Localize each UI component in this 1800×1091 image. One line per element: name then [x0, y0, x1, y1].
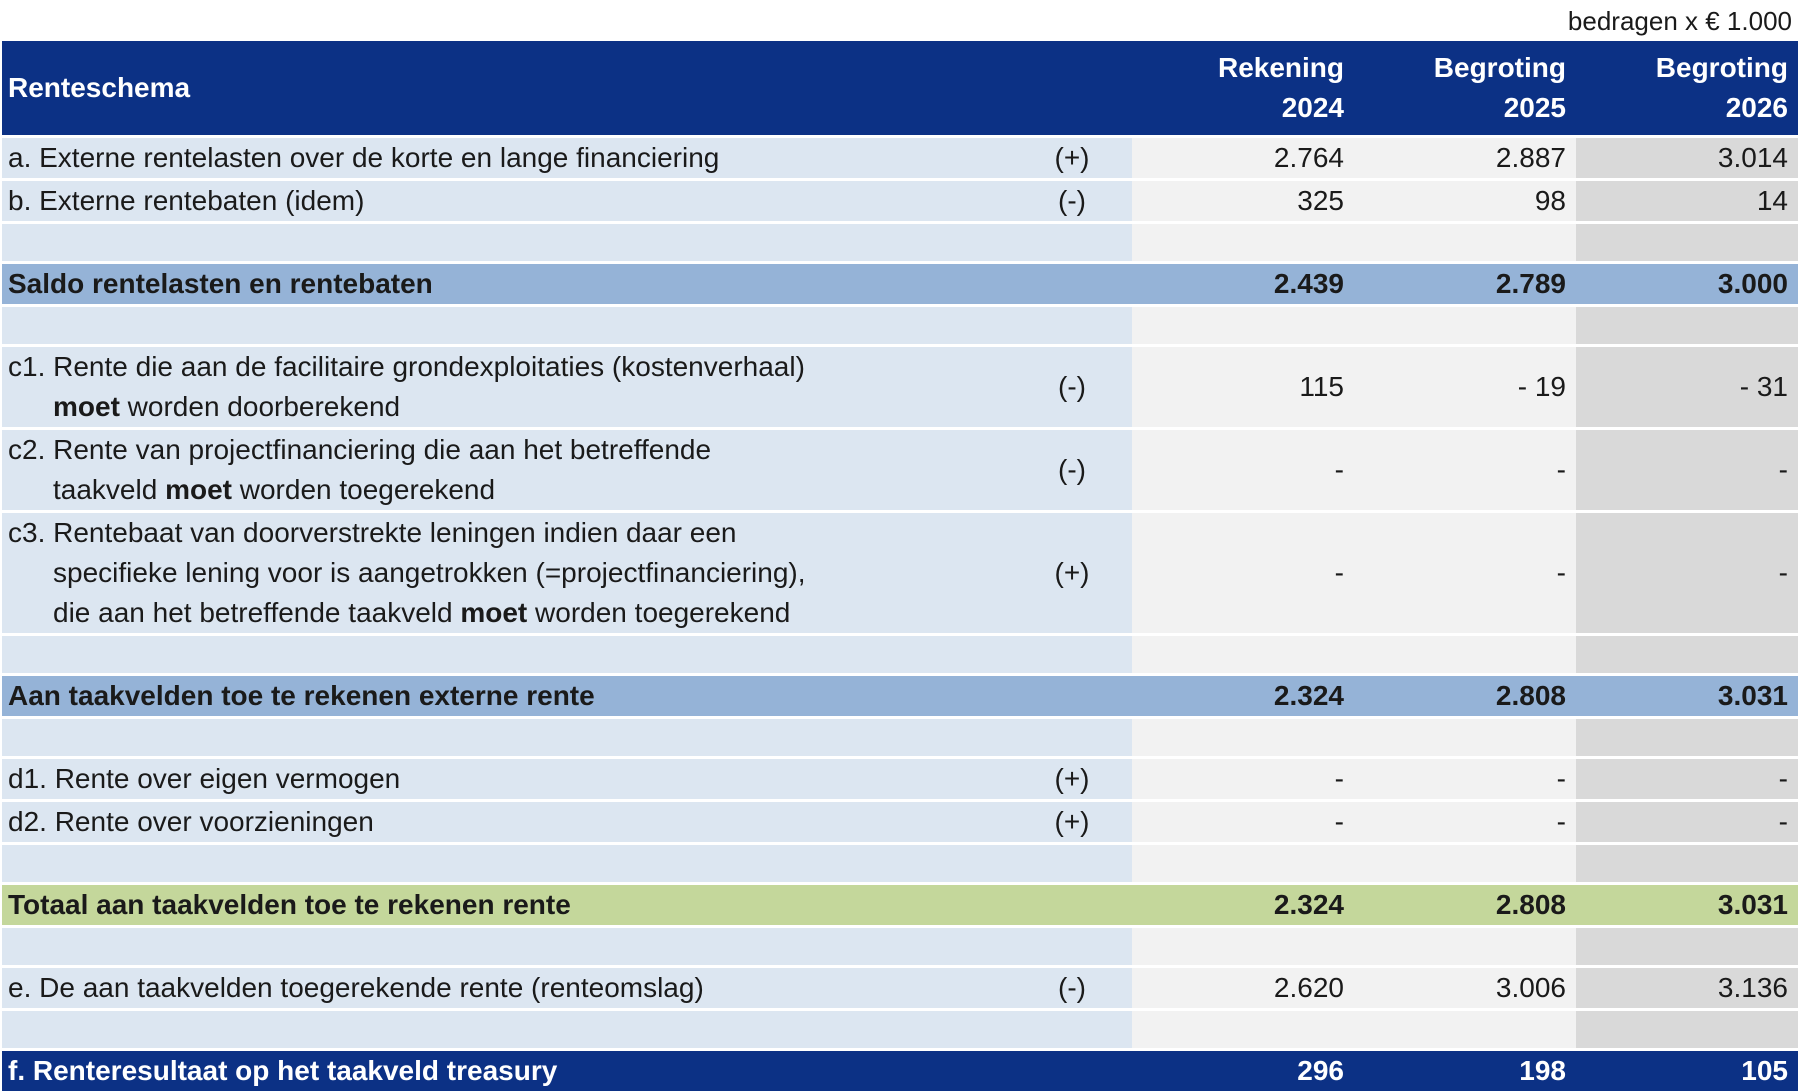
- spacer-cell: [2, 1010, 1016, 1050]
- row-label-text: worden toegerekend: [232, 474, 495, 505]
- row-sign: (+): [1016, 137, 1132, 180]
- row-label: e. De aan taakvelden toegerekende rente (renteomslag): [2, 967, 1016, 1010]
- cell-2026: -: [1576, 512, 1798, 635]
- cell-2026: 3.031: [1576, 675, 1798, 718]
- table-row-b: [2, 180, 1798, 223]
- row-sign: (+): [1016, 758, 1132, 801]
- row-label: f. Renteresultaat op het taakveld treasury: [2, 1050, 1016, 1091]
- spacer-cell: [1132, 927, 1354, 967]
- cell-2025: 2.808: [1354, 884, 1576, 927]
- table-row-c1: [2, 346, 1798, 429]
- row-label: d2. Rente over voorzieningen: [2, 801, 1016, 844]
- cell-2024: 2.764: [1132, 137, 1354, 180]
- table-row-d2: [2, 801, 1798, 844]
- row-label-text: worden toegerekend: [527, 597, 790, 628]
- row-label: Totaal aan taakvelden toe te rekenen rente: [2, 884, 1016, 927]
- row-label: [2, 346, 1016, 429]
- column-header-line1: Rekening: [1138, 48, 1344, 88]
- spacer-cell: [1016, 1010, 1132, 1050]
- cell-2024: -: [1132, 758, 1354, 801]
- row-label: Saldo rentelasten en rentebaten: [2, 263, 1016, 306]
- column-header-line2: 2026: [1582, 88, 1788, 128]
- table-title: Renteschema: [2, 41, 1016, 137]
- cell-2026: -: [1576, 429, 1798, 512]
- cell-2025: 2.789: [1354, 263, 1576, 306]
- spacer-cell: [2, 718, 1016, 758]
- spacer-cell: [1132, 718, 1354, 758]
- subtotal-row-aan-taakvelden: [2, 675, 1798, 718]
- cell-2025: -: [1354, 512, 1576, 635]
- row-label: b. Externe rentebaten (idem): [2, 180, 1016, 223]
- column-header-2024: [1132, 41, 1354, 137]
- unit-note: bedragen x € 1.000: [1568, 4, 1792, 38]
- cell-2025: 2.808: [1354, 675, 1576, 718]
- spacer-row: [2, 844, 1798, 884]
- cell-2026: 14: [1576, 180, 1798, 223]
- cell-2026: -: [1576, 801, 1798, 844]
- row-sign: (-): [1016, 346, 1132, 429]
- cell-2025: - 19: [1354, 346, 1576, 429]
- row-label-text: die aan het betreffende taakveld: [53, 597, 460, 628]
- spacer-cell: [1016, 223, 1132, 263]
- table-header-row: [2, 41, 1798, 137]
- spacer-cell: [1132, 223, 1354, 263]
- spacer-row: [2, 1010, 1798, 1050]
- row-label-line2: [8, 387, 1006, 427]
- cell-2026: 3.014: [1576, 137, 1798, 180]
- row-label-line1: c3. Rentebaat van doorverstrekte leningen indien daar een: [8, 517, 737, 548]
- emphasis-text: moet: [53, 391, 120, 422]
- cell-2024: 115: [1132, 346, 1354, 429]
- spacer-row: [2, 306, 1798, 346]
- row-sign: (-): [1016, 180, 1132, 223]
- column-header-line1: Begroting: [1582, 48, 1788, 88]
- spacer-cell: [2, 927, 1016, 967]
- spacer-row: [2, 927, 1798, 967]
- row-label: d1. Rente over eigen vermogen: [2, 758, 1016, 801]
- column-header-line1: Begroting: [1360, 48, 1566, 88]
- spacer-cell: [1576, 1010, 1798, 1050]
- spacer-cell: [1016, 635, 1132, 675]
- sign-column-header: [1016, 41, 1132, 137]
- cell-2024: -: [1132, 512, 1354, 635]
- cell-2026: 3.000: [1576, 263, 1798, 306]
- spacer-cell: [1576, 306, 1798, 346]
- cell-2024: 2.620: [1132, 967, 1354, 1010]
- row-label-line1: c2. Rente van projectfinanciering die aan het betreffende: [8, 434, 711, 465]
- cell-2026: 3.031: [1576, 884, 1798, 927]
- row-label: a. Externe rentelasten over de korte en lange financiering: [2, 137, 1016, 180]
- interest-schedule-table: [2, 41, 1798, 1091]
- column-header-2026: [1576, 41, 1798, 137]
- cell-2025: 3.006: [1354, 967, 1576, 1010]
- cell-2026: 3.136: [1576, 967, 1798, 1010]
- cell-2025: 2.887: [1354, 137, 1576, 180]
- table-row-e: [2, 967, 1798, 1010]
- total-row: [2, 884, 1798, 927]
- spacer-cell: [1132, 1010, 1354, 1050]
- cell-2025: 198: [1354, 1050, 1576, 1091]
- table-row-a: [2, 137, 1798, 180]
- spacer-cell: [2, 635, 1016, 675]
- spacer-cell: [1016, 718, 1132, 758]
- spacer-cell: [1354, 635, 1576, 675]
- table-row-c3: [2, 512, 1798, 635]
- spacer-cell: [1576, 927, 1798, 967]
- column-header-line2: 2025: [1360, 88, 1566, 128]
- spacer-cell: [1354, 223, 1576, 263]
- spacer-row: [2, 635, 1798, 675]
- cell-2026: 105: [1576, 1050, 1798, 1091]
- row-sign: [1016, 1050, 1132, 1091]
- spacer-cell: [1016, 844, 1132, 884]
- cell-2024: 296: [1132, 1050, 1354, 1091]
- row-sign: (-): [1016, 967, 1132, 1010]
- emphasis-text: moet: [460, 597, 527, 628]
- row-label-text: taakveld: [53, 474, 165, 505]
- spacer-cell: [1576, 223, 1798, 263]
- cell-2024: 2.324: [1132, 675, 1354, 718]
- spacer-cell: [1132, 844, 1354, 884]
- row-label: Aan taakvelden toe te rekenen externe rente: [2, 675, 1016, 718]
- row-sign: (-): [1016, 429, 1132, 512]
- cell-2024: 2.439: [1132, 263, 1354, 306]
- row-label-line3: [8, 593, 1006, 633]
- row-sign: [1016, 263, 1132, 306]
- cell-2025: 98: [1354, 180, 1576, 223]
- cell-2026: - 31: [1576, 346, 1798, 429]
- spacer-cell: [1354, 306, 1576, 346]
- spacer-cell: [2, 306, 1016, 346]
- spacer-cell: [1016, 306, 1132, 346]
- row-label-line1: c1. Rente die aan de facilitaire grondexploitaties (kostenverhaal): [8, 351, 805, 382]
- spacer-cell: [1354, 927, 1576, 967]
- result-row: [2, 1050, 1798, 1091]
- spacer-cell: [1354, 844, 1576, 884]
- cell-2026: -: [1576, 758, 1798, 801]
- spacer-cell: [2, 844, 1016, 884]
- spacer-cell: [1016, 927, 1132, 967]
- cell-2025: -: [1354, 801, 1576, 844]
- table-row-d1: [2, 758, 1798, 801]
- spacer-cell: [1576, 718, 1798, 758]
- cell-2024: 325: [1132, 180, 1354, 223]
- spacer-row: [2, 223, 1798, 263]
- row-label-line2: [8, 470, 1006, 510]
- row-sign: (+): [1016, 512, 1132, 635]
- spacer-cell: [1576, 844, 1798, 884]
- row-label-line2: specifieke lening voor is aangetrokken (=projectfinanciering),: [8, 553, 1006, 593]
- spacer-cell: [1132, 635, 1354, 675]
- row-label: [2, 429, 1016, 512]
- table-row-c2: [2, 429, 1798, 512]
- row-sign: (+): [1016, 801, 1132, 844]
- spacer-cell: [1576, 635, 1798, 675]
- column-header-line2: 2024: [1138, 88, 1344, 128]
- spacer-cell: [2, 223, 1016, 263]
- row-label: [2, 512, 1016, 635]
- cell-2024: 2.324: [1132, 884, 1354, 927]
- spacer-cell: [1354, 718, 1576, 758]
- row-sign: [1016, 675, 1132, 718]
- emphasis-text: moet: [165, 474, 232, 505]
- cell-2025: -: [1354, 429, 1576, 512]
- cell-2025: -: [1354, 758, 1576, 801]
- cell-2024: -: [1132, 429, 1354, 512]
- cell-2024: -: [1132, 801, 1354, 844]
- spacer-row: [2, 718, 1798, 758]
- row-sign: [1016, 884, 1132, 927]
- spacer-cell: [1354, 1010, 1576, 1050]
- spacer-cell: [1132, 306, 1354, 346]
- subtotal-row-saldo: [2, 263, 1798, 306]
- column-header-2025: [1354, 41, 1576, 137]
- row-label-text: worden doorberekend: [120, 391, 400, 422]
